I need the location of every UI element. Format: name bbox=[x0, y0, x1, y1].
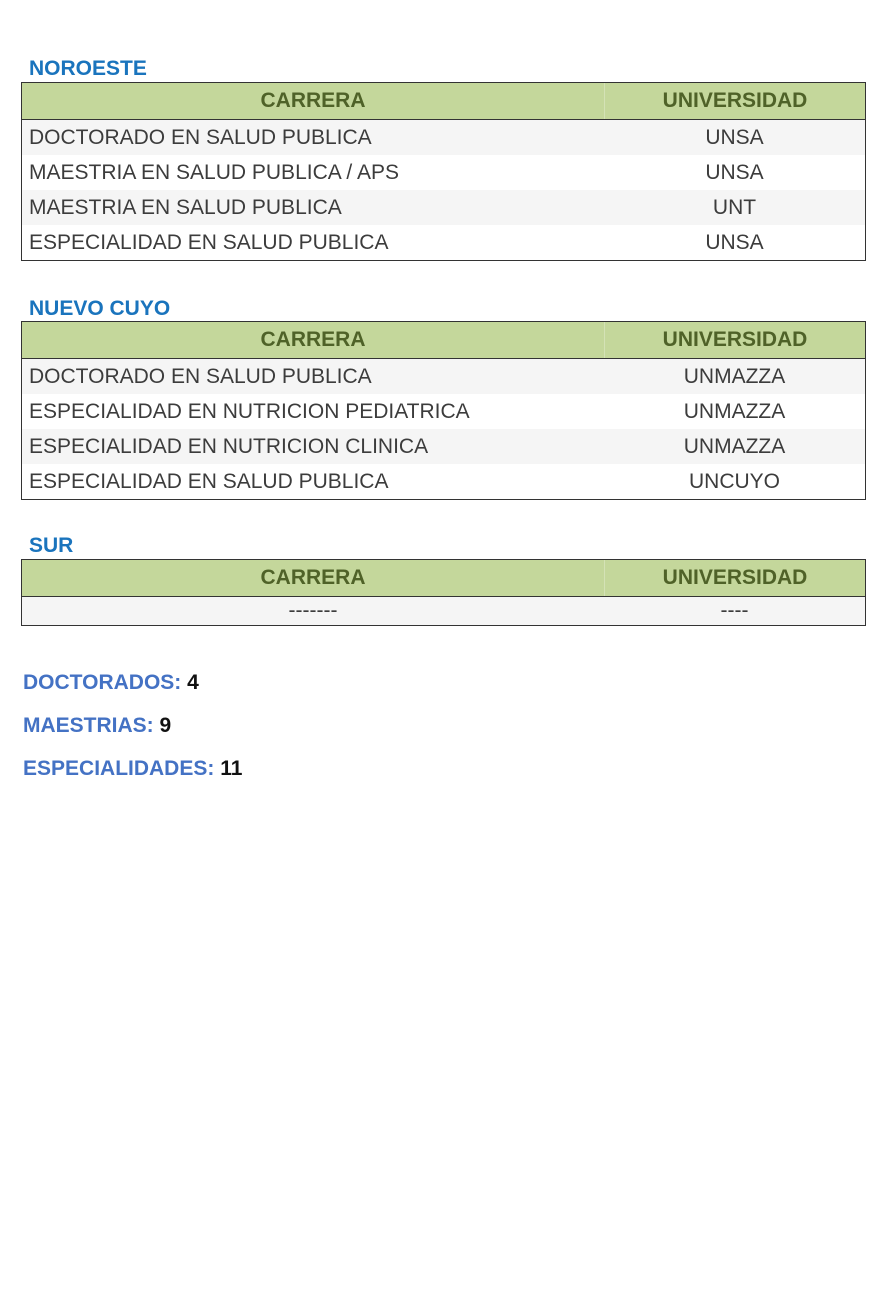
total-label: MAESTRIAS: bbox=[23, 714, 154, 737]
table-noroeste bbox=[21, 82, 866, 261]
cell-universidad: UNSA bbox=[705, 160, 764, 184]
table-row bbox=[22, 464, 865, 499]
cell-carrera: ESPECIALIDAD EN NUTRICION PEDIATRICA bbox=[29, 399, 470, 423]
total-especialidades bbox=[23, 756, 242, 782]
total-label: ESPECIALIDADES: bbox=[23, 757, 215, 780]
cell-carrera: ESPECIALIDAD EN NUTRICION CLINICA bbox=[29, 434, 429, 458]
table-sur bbox=[21, 559, 866, 626]
table-header bbox=[22, 322, 865, 359]
table-header bbox=[22, 560, 865, 597]
column-header-carrera: CARRERA bbox=[22, 560, 605, 596]
total-doctorados bbox=[23, 670, 199, 696]
column-header-carrera: CARRERA bbox=[22, 83, 605, 119]
table-row bbox=[22, 120, 865, 155]
table-row bbox=[22, 190, 865, 225]
cell-carrera: MAESTRIA EN SALUD PUBLICA / APS bbox=[29, 160, 399, 184]
cell-carrera: ESPECIALIDAD EN SALUD PUBLICA bbox=[29, 230, 389, 254]
table-nuevo-cuyo bbox=[21, 321, 866, 500]
total-value: 9 bbox=[159, 714, 172, 737]
total-label: DOCTORADOS: bbox=[23, 671, 182, 694]
table-row bbox=[22, 359, 865, 394]
cell-carrera: DOCTORADO EN SALUD PUBLICA bbox=[29, 364, 372, 388]
cell-universidad: UNSA bbox=[705, 230, 764, 254]
cell-universidad: UNMAZZA bbox=[683, 364, 786, 388]
cell-carrera: ------- bbox=[288, 599, 338, 622]
region-title-nuevo-cuyo: NUEVO CUYO bbox=[29, 297, 171, 320]
column-header-carrera: CARRERA bbox=[22, 322, 605, 358]
total-value: 11 bbox=[220, 757, 243, 780]
column-header-universidad: UNIVERSIDAD bbox=[662, 89, 808, 112]
region-title-sur: SUR bbox=[29, 534, 74, 557]
cell-carrera: DOCTORADO EN SALUD PUBLICA bbox=[29, 125, 372, 149]
cell-universidad: UNSA bbox=[705, 125, 764, 149]
table-row bbox=[22, 394, 865, 429]
table-row bbox=[22, 155, 865, 190]
region-title-noroeste: NOROESTE bbox=[29, 57, 147, 80]
cell-carrera: MAESTRIA EN SALUD PUBLICA bbox=[29, 195, 342, 219]
cell-universidad: UNCUYO bbox=[688, 469, 780, 493]
cell-carrera: ESPECIALIDAD EN SALUD PUBLICA bbox=[29, 469, 389, 493]
cell-universidad: ---- bbox=[720, 599, 749, 622]
column-header-universidad: UNIVERSIDAD bbox=[662, 566, 808, 589]
total-value: 4 bbox=[187, 671, 199, 694]
cell-universidad: UNT bbox=[712, 195, 757, 219]
table-row bbox=[22, 225, 865, 260]
table-row bbox=[22, 597, 865, 625]
table-row bbox=[22, 429, 865, 464]
cell-universidad: UNMAZZA bbox=[683, 399, 786, 423]
column-header-universidad: UNIVERSIDAD bbox=[662, 328, 808, 351]
total-maestrias bbox=[23, 713, 171, 739]
table-header bbox=[22, 83, 865, 120]
cell-universidad: UNMAZZA bbox=[683, 434, 786, 458]
